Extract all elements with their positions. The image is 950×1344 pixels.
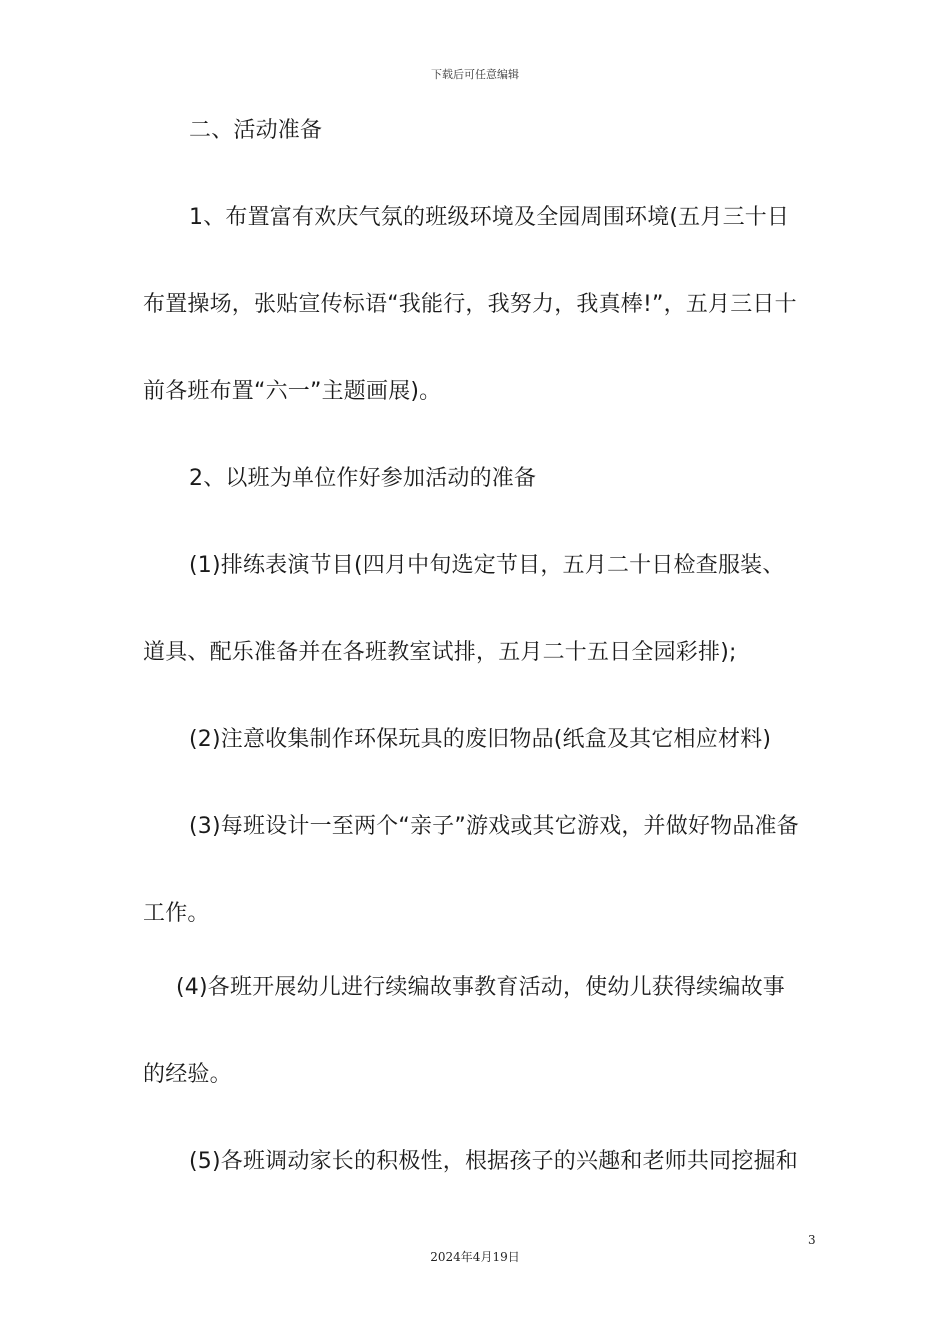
paragraph-line: (2)注意收集制作环保玩具的废旧物品(纸盒及其它相应材料) (189, 727, 772, 752)
paragraph-line: 布置操场，张贴宣传标语“我能行，我努力，我真棒!”，五月三日十 (143, 292, 797, 317)
paragraph-line: (5)各班调动家长的积极性，根据孩子的兴趣和老师共同挖掘和 (189, 1149, 798, 1174)
paragraph-line: 工作。 (143, 901, 210, 926)
paragraph-line: 2、以班为单位作好参加活动的准备 (189, 466, 537, 491)
paragraph-line: 1、布置富有欢庆气氛的班级环境及全园周围环境(五月三十日 (189, 205, 790, 230)
section-heading: 二、活动准备 (189, 118, 323, 143)
page-number: 3 (808, 1233, 816, 1247)
paragraph-line: (1)排练表演节目(四月中旬选定节目，五月二十日检查服装、 (189, 553, 785, 578)
paragraph-line: 前各班布置“六一”主题画展)。 (143, 379, 442, 404)
paragraph-line: (3)每班设计一至两个“亲子”游戏或其它游戏，并做好物品准备 (189, 814, 799, 839)
footer-date: 2024年4月19日 (430, 1250, 520, 1264)
page-header: 下载后可任意编辑 (431, 68, 519, 81)
paragraph-line: (4)各班开展幼儿进行续编故事教育活动，使幼儿获得续编故事 (176, 975, 785, 1000)
paragraph-line: 的经验。 (143, 1062, 232, 1087)
paragraph-line: 道具、配乐准备并在各班教室试排，五月二十五日全园彩排); (143, 640, 737, 665)
